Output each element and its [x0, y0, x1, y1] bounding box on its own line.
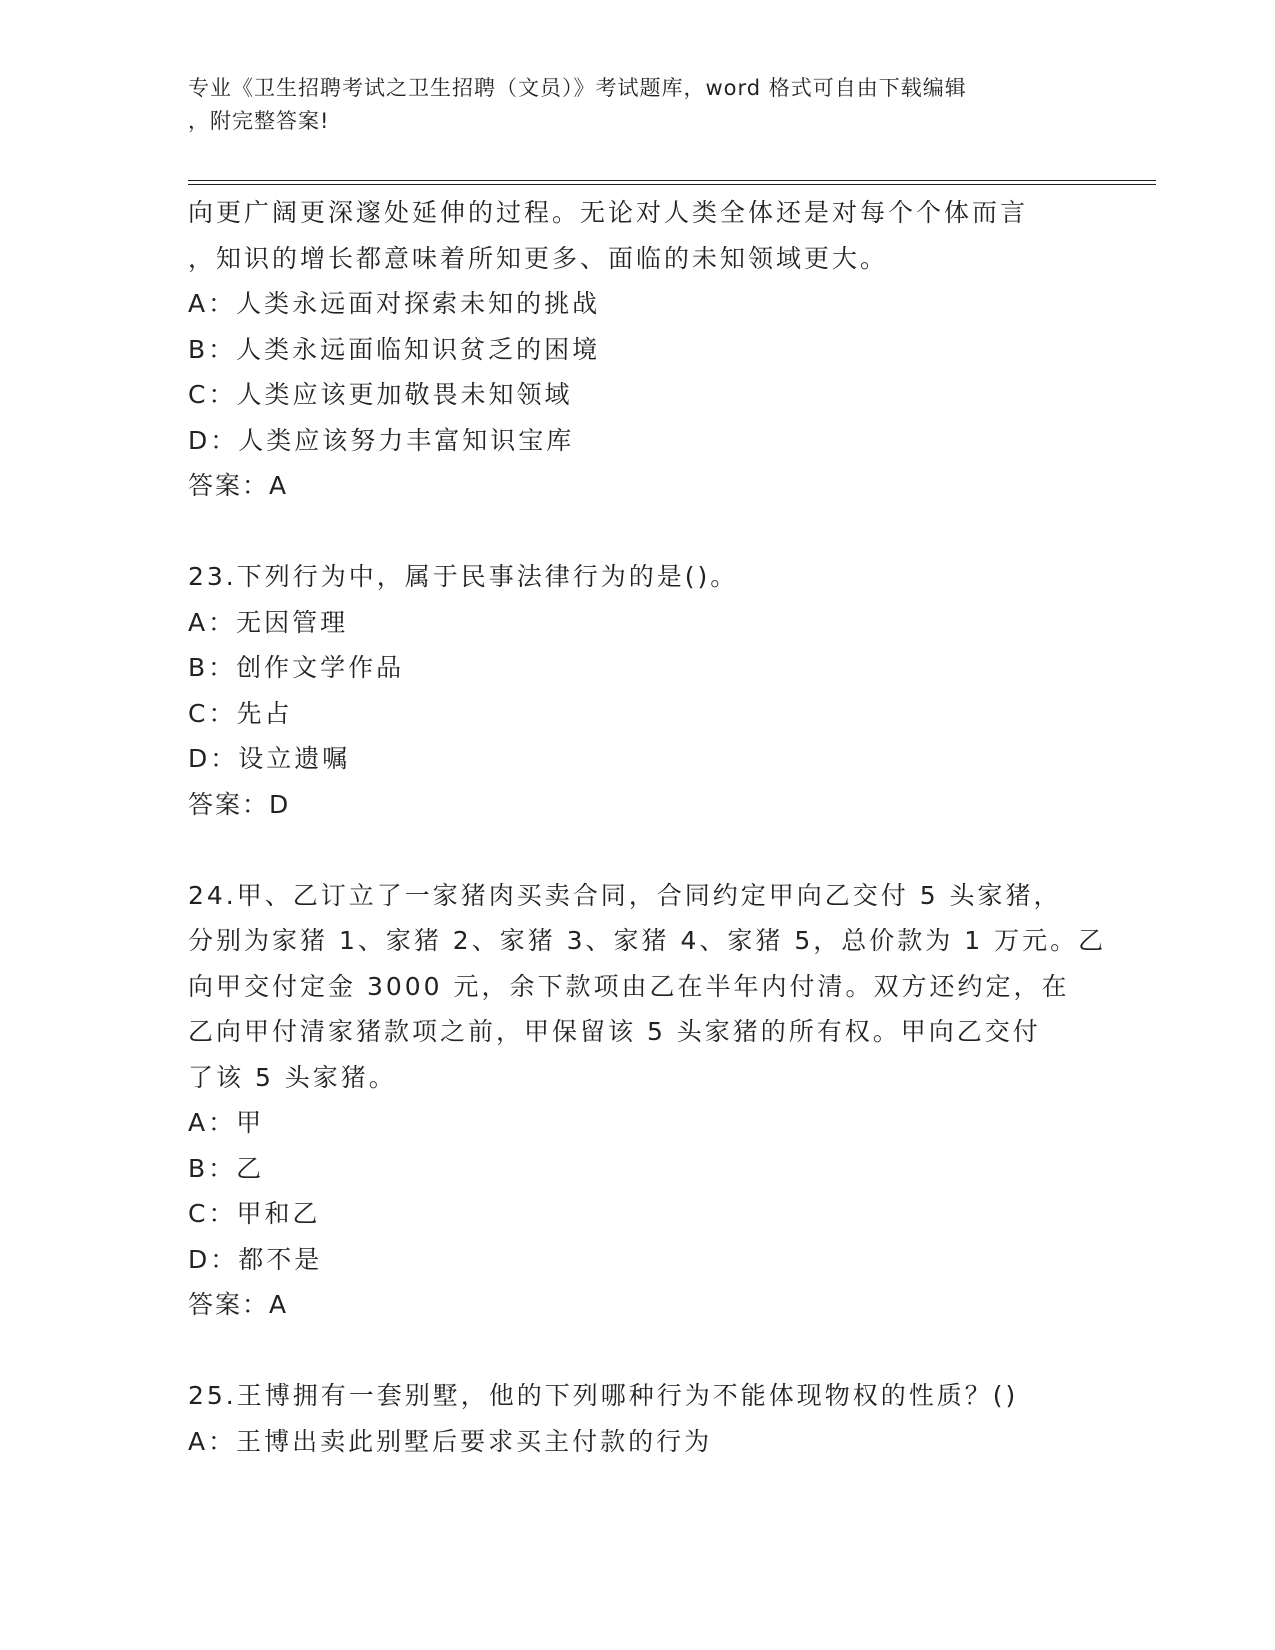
- option-a: A：无因管理: [188, 607, 349, 637]
- header-line-1: 专业《卫生招聘考试之卫生招聘（文员）》考试题库，word 格式可自由下载编辑: [188, 76, 967, 100]
- question-text-line: 25.王博拥有一套别墅，他的下列哪种行为不能体现物权的性质？(): [188, 1381, 1019, 1410]
- option-d: D：设立遗嘱: [188, 744, 351, 773]
- question-text-line: 向更广阔更深邃处延伸的过程。无论对人类全体还是对每个个体而言: [188, 198, 1029, 227]
- option-a: A：王博出卖此别墅后要求买主付款的行为: [188, 1426, 713, 1456]
- question-text-line: 24.甲、乙订立了一家猪肉买卖合同，合同约定甲向乙交付 5 头家猪，: [188, 880, 1062, 910]
- question-content: [188, 190, 1107, 1464]
- header-rule-bottom: [188, 184, 1156, 185]
- option-c: C：人类应该更加敬畏未知领域: [188, 380, 573, 409]
- option-a: A：人类永远面对探索未知的挑战: [188, 289, 601, 318]
- header-line-2: ，附完整答案!: [188, 109, 330, 133]
- answer-line: 答案：A: [188, 1290, 289, 1319]
- header-rule-top: [188, 180, 1156, 181]
- spacer: [188, 509, 1088, 555]
- answer-line: 答案：D: [188, 789, 291, 819]
- spacer: [188, 1328, 1088, 1374]
- question-text-line: 向甲交付定金 3000 元，余下款项由乙在半年内付清。双方还约定，在: [188, 971, 1070, 1001]
- question-text-line: 23.下列行为中，属于民事法律行为的是()。: [188, 562, 739, 591]
- question-23: [188, 554, 1088, 827]
- option-c: C：甲和乙: [188, 1199, 321, 1228]
- question-text-line: 乙向甲付清家猪款项之前，甲保留该 5 头家猪的所有权。甲向乙交付: [188, 1017, 1041, 1046]
- option-b: B：人类永远面临知识贫乏的困境: [188, 334, 601, 364]
- option-d: D：都不是: [188, 1244, 323, 1274]
- option-c: C：先占: [188, 698, 293, 728]
- question-25: [188, 1373, 1088, 1464]
- answer-line: 答案：A: [188, 471, 289, 500]
- question-text-line: 了该 5 头家猪。: [188, 1062, 397, 1092]
- question-24: [188, 873, 1107, 1328]
- question-22: [188, 190, 1088, 509]
- question-text-line: ，知识的增长都意味着所知更多、面临的未知领域更大。: [188, 243, 889, 273]
- question-text-line: 分别为家猪 1、家猪 2、家猪 3、家猪 4、家猪 5，总价款为 1 万元。乙: [188, 926, 1107, 955]
- option-a: A：甲: [188, 1108, 265, 1137]
- document-header: [188, 72, 1068, 138]
- option-d: D：人类应该努力丰富知识宝库: [188, 425, 575, 455]
- option-b: B：乙: [188, 1153, 265, 1183]
- spacer: [188, 827, 1088, 873]
- option-b: B：创作文学作品: [188, 653, 405, 682]
